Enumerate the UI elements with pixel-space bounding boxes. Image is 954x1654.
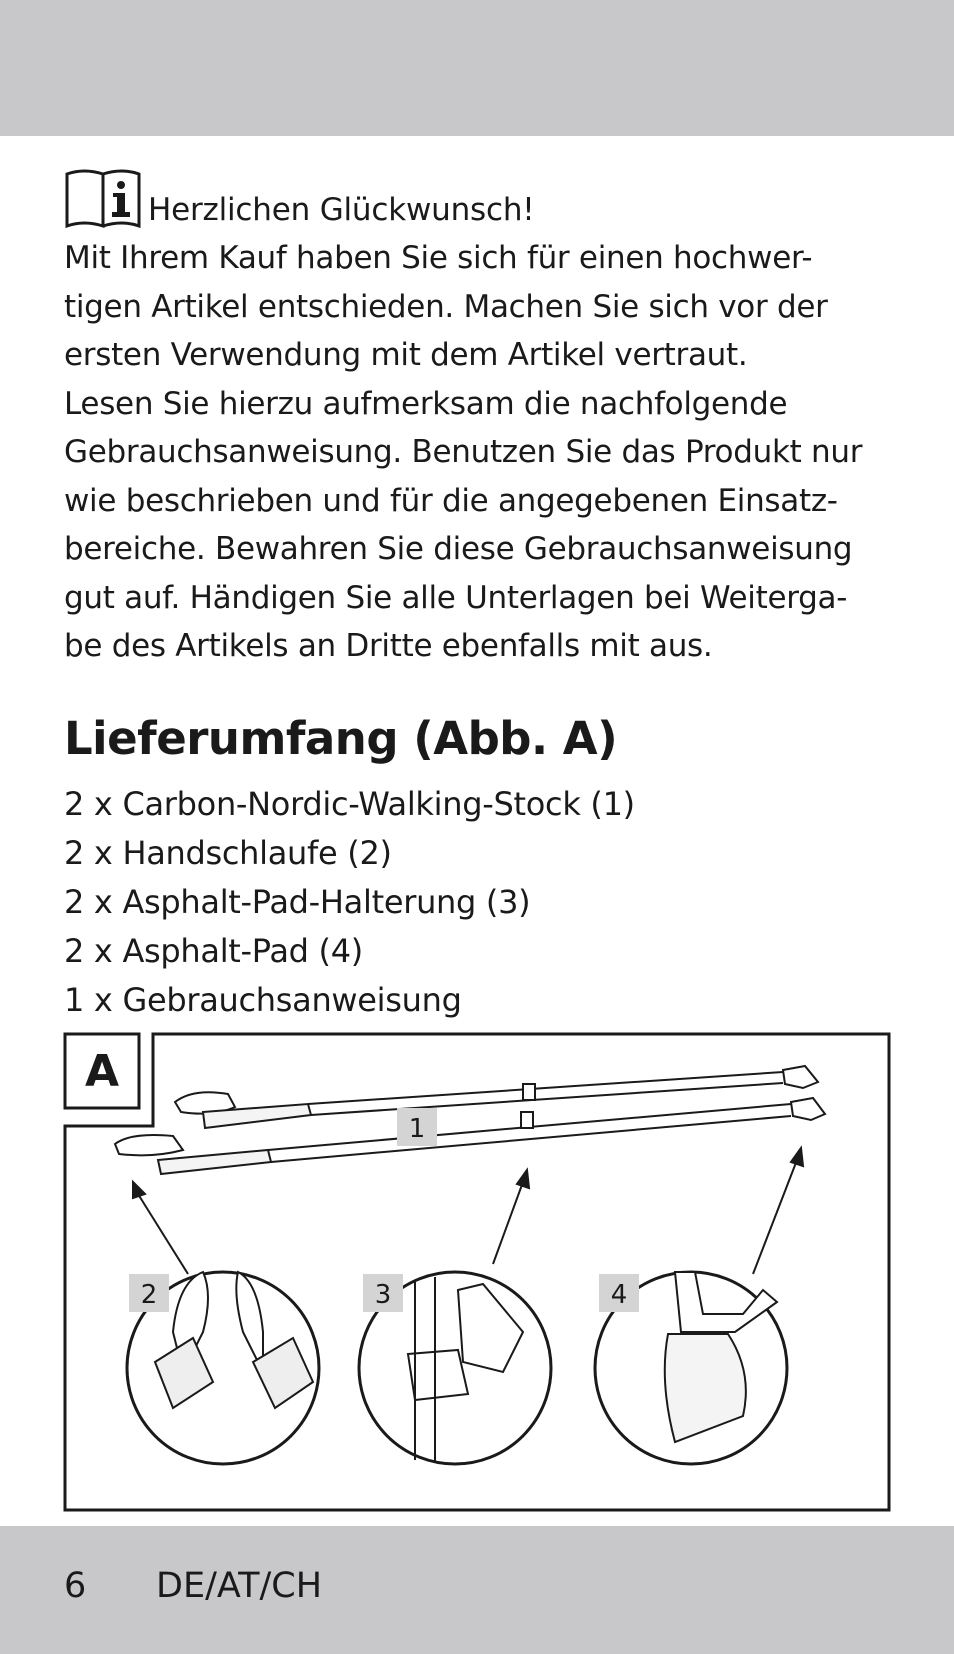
region-label: DE/AT/CH — [156, 1566, 323, 1606]
info-book-icon — [64, 168, 142, 230]
text-line: bereiche. Bewahren Sie diese Gebrauchsanweisung — [64, 531, 853, 567]
pole-upper — [175, 1066, 818, 1128]
text-line: Mit Ihrem Kauf haben Sie sich für einen hochwer- — [64, 240, 813, 276]
text-line: ersten Verwendung mit dem Artikel vertraut. — [64, 337, 748, 373]
intro-paragraph — [64, 234, 904, 380]
intro-body — [64, 234, 904, 671]
page-number: 6 — [64, 1566, 87, 1606]
figure-label: A — [84, 1046, 120, 1097]
list-item: 1 x Gebrauchsanweisung — [64, 981, 462, 1019]
intro-paragraph — [64, 380, 904, 671]
text-line: Gebrauchsanweisung. Benutzen Sie das Produkt nur — [64, 434, 863, 470]
delivery-scope-list — [64, 780, 635, 1025]
text-line: tigen Artikel entschieden. Machen Sie sich vor der — [64, 288, 828, 325]
section-heading: Lieferumfang (Abb. A) — [64, 712, 618, 765]
callout-label: 3 — [374, 1280, 392, 1310]
text-line: Lesen Sie hierzu aufmerksam die nachfolgende — [64, 385, 788, 422]
intro-header — [64, 168, 904, 230]
callout-label: 4 — [610, 1280, 628, 1310]
intro-section — [64, 168, 904, 671]
greeting-text: Herzlichen Glückwunsch! — [148, 192, 535, 228]
text-line: wie beschrieben und für die angegebenen Einsatz- — [64, 482, 838, 519]
text-line: be des Artikels an Dritte ebenfalls mit aus. — [64, 628, 713, 664]
list-item: 2 x Carbon-Nordic-Walking-Stock (1) — [64, 785, 635, 823]
list-item: 2 x Asphalt-Pad-Halterung (3) — [64, 883, 531, 921]
list-item: 2 x Asphalt-Pad (4) — [64, 932, 363, 970]
top-band — [0, 0, 954, 136]
text-line: gut auf. Händigen Sie alle Unterlagen bei Weiterga- — [64, 579, 848, 616]
page-footer — [64, 1566, 322, 1606]
figure-a — [63, 1032, 891, 1512]
callout-label: 2 — [140, 1280, 158, 1310]
list-item: 2 x Handschlaufe (2) — [64, 834, 392, 872]
callout-label: 1 — [408, 1114, 426, 1144]
